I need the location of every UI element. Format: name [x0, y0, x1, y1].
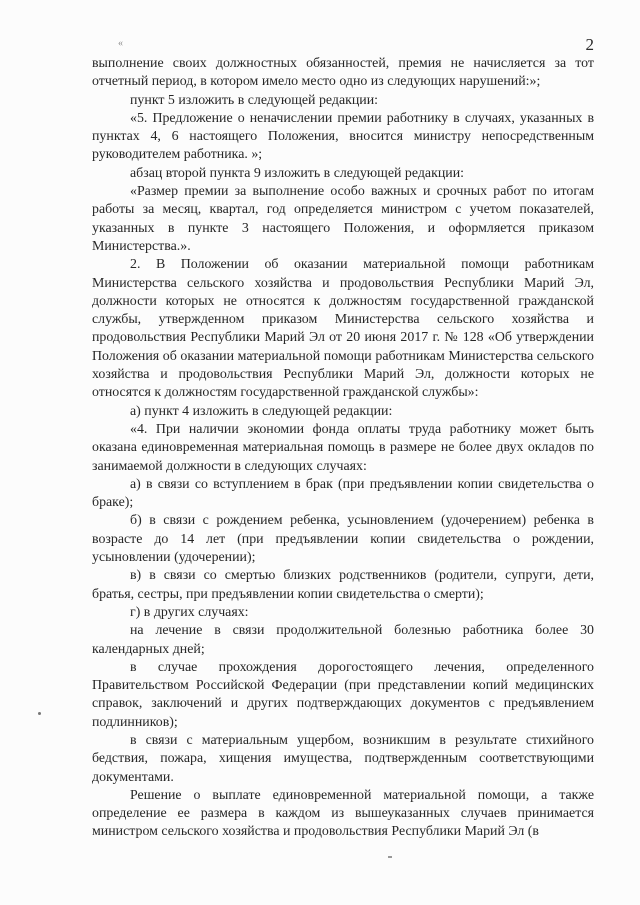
paragraph: б) в связи с рождением ребенка, усыновлением (удочерением) ребенка в возрасте до 14 лет (при предъявлении копии свидетельства о рождении, усыновлении (удочерении);	[92, 513, 594, 566]
page-number: 2	[585, 35, 594, 54]
scan-speck	[38, 712, 41, 715]
paragraph: Решение о выплате единовременной материальной помощи, а также определение ее размера в каждом из вышеуказанных случаев принимается министром сельского хозяйства и продовольствия Республики Марий Эл (в	[92, 787, 594, 840]
paragraph: г) в других случаях:	[130, 604, 249, 620]
scan-mark: «	[118, 38, 123, 49]
paragraph: а) в связи со вступлением в брак (при предъявлении копии свидетельства о браке);	[92, 476, 594, 511]
paragraph: выполнение своих должностных обязанностей, премия не начисляется за тот отчетный период, в котором имело место одно из следующих нарушений:»;	[92, 56, 594, 90]
paragraph: абзац второй пункта 9 изложить в следующей редакции:	[130, 165, 465, 181]
document-body	[92, 55, 594, 842]
paragraph: в связи с материальным ущербом, возникшим в результате стихийного бедствия, пожара, хищения имущества, подтвержденным соответствующими документами.	[92, 732, 594, 785]
paragraph: 2. В Положении об оказании материальной помощи работникам Министерства сельского хозяйства и продовольствия Республики Марий Эл, должности которых не относятся к должностям государственной гражданской службы, утвержденном приказом Министерства сельского хозяйства и продовольствия Республики Марий Эл от 20 июня 2017 г. № 128 «Об утверждении Положения об оказании материальной помощи работникам Министерства сельского хозяйства и продовольствия Республики Марий Эл, должности которых не относятся к должностям государственной гражданской службы»:	[92, 257, 594, 401]
paragraph: «Размер премии за выполнение особо важных и срочных работ по итогам работы за месяц, квартал, год определяется министром с учетом показателей, указанных в пункте 3 настоящего Положения, и оформляется приказом Министерства.».	[92, 184, 594, 254]
paragraph: на лечение в связи продолжительной болезнью работника более 30 календарных дней;	[92, 623, 594, 657]
paragraph: пункт 5 изложить в следующей редакции:	[130, 92, 379, 108]
scan-speck	[388, 856, 392, 858]
paragraph: а) пункт 4 изложить в следующей редакции:	[130, 403, 393, 419]
paragraph: «5. Предложение о неначислении премии работнику в случаях, указанных в пунктах 4, 6 настоящего Положения, вносится министру непосредственным руководителем работника. »;	[92, 110, 594, 163]
paragraph: в случае прохождения дорогостоящего лечения, определенного Правительством Российской Федерации (при представлении копий медицинских справок, заключений и других подтверждающих документов с предъявлением подлинников);	[92, 659, 594, 730]
paragraph: в) в связи со смертью близких родственников (родители, супруги, дети, братья, сестры, при предъявлении копии свидетельства о смерти);	[92, 568, 594, 602]
paragraph: «4. При наличии экономии фонда оплаты труда работнику может быть оказана единовременная материальная помощь в размере не более двух окладов по занимаемой должности в следующих случаях:	[92, 421, 594, 474]
